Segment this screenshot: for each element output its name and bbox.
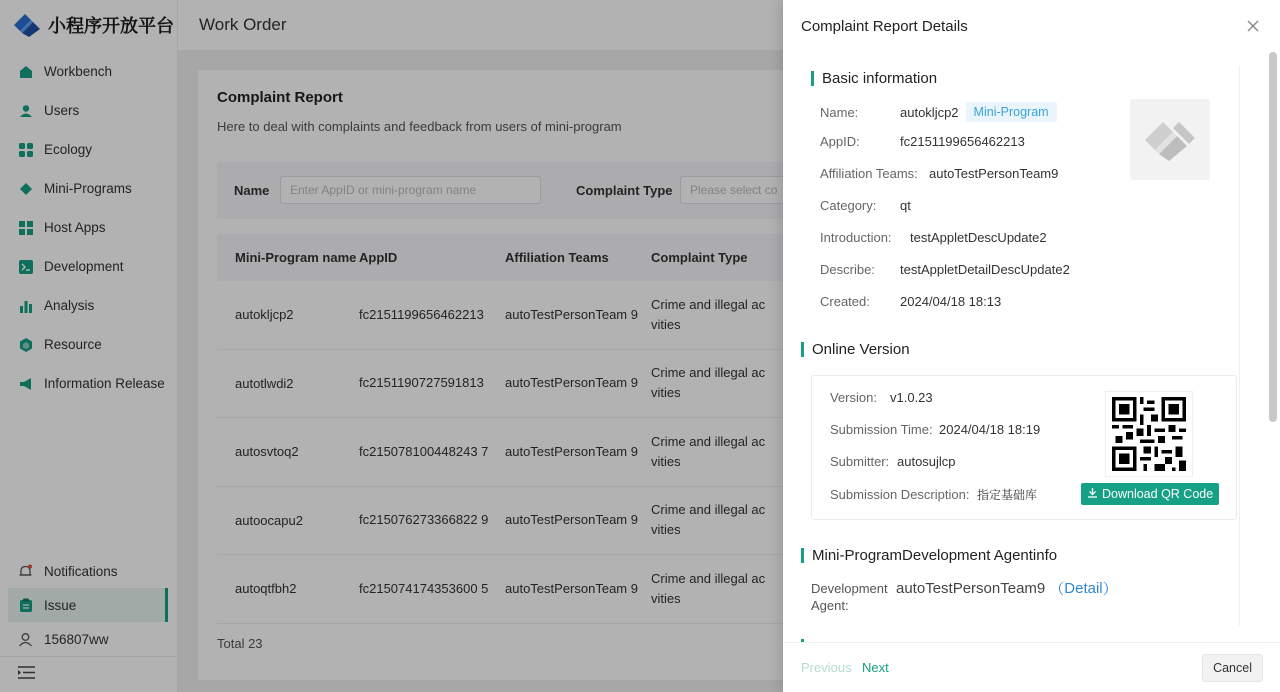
previous-button[interactable]: Previous — [801, 660, 852, 675]
created-key: Created: — [820, 294, 870, 309]
cell-name: autoocapu2 — [235, 512, 303, 528]
sidebar-item-label: Notifications — [44, 563, 118, 579]
cell-appid: fc215074174353600 5 — [359, 580, 489, 596]
sidebar-item-label: Analysis — [44, 298, 95, 313]
cancel-button[interactable]: Cancel — [1202, 654, 1263, 682]
mini-program-tag: Mini-Program — [966, 102, 1057, 122]
app-logo-icon — [1130, 99, 1210, 180]
cell-team: autoTestPersonTeam 9 — [505, 375, 638, 391]
submission-time-value: 2024/04/18 18:19 — [939, 422, 1041, 437]
agent-paren-close: ） — [1102, 581, 1118, 598]
appid-value: fc2151199656462213 — [900, 134, 1025, 149]
cell-type: Crime and illegal ac vities — [651, 502, 766, 538]
agent-info-title — [801, 547, 1057, 564]
name-row — [820, 102, 1057, 122]
team-value: autoTestPersonTeam9 — [929, 166, 1059, 181]
sidebar-item-label: Workbench — [44, 64, 113, 79]
agent-value-row — [896, 578, 1118, 599]
drawer-header — [783, 0, 1280, 52]
name-search-input[interactable]: Enter AppID or mini-program name — [280, 176, 541, 204]
sidebar-item-label: Users — [44, 103, 80, 118]
agent-label-line2: Agent: — [811, 598, 849, 613]
cell-type: Crime and illegal ac vities — [651, 433, 766, 469]
introduction-value: testAppletDescUpdate2 — [910, 230, 1047, 245]
agent-value: autoTestPersonTeam9 — [896, 580, 1046, 597]
submission-description-value: 指定基础库 — [977, 488, 1038, 502]
submitter-key: Submitter: — [830, 454, 890, 469]
version-row — [830, 390, 933, 405]
basic-info-title-text: Basic information — [822, 70, 938, 87]
cell-team: autoTestPersonTeam 9 — [505, 580, 638, 596]
submitter-row — [830, 454, 956, 469]
submitter-value: autosujlcp — [897, 454, 956, 469]
cell-name: autosvtoq2 — [235, 444, 299, 460]
sidebar-item-label: Issue — [44, 597, 77, 613]
agent-detail-link[interactable]: Detail — [1064, 580, 1103, 597]
close-icon[interactable] — [1244, 17, 1262, 35]
cell-name: autoqtfbh2 — [235, 581, 297, 597]
name-filter-label: Name — [234, 183, 270, 198]
describe-value: testAppletDetailDescUpdate2 — [900, 262, 1070, 277]
name-value: autokljcp2 — [900, 104, 959, 120]
drawer-footer — [783, 642, 1280, 692]
created-row — [820, 294, 1001, 309]
agent-info-title-text: Mini-ProgramDevelopment Agentinfo — [812, 547, 1058, 564]
online-version-title-text: Online Version — [812, 341, 910, 358]
team-row — [820, 166, 1058, 181]
name-key: Name: — [820, 104, 859, 120]
cell-type: Crime and illegal ac vities — [651, 570, 766, 606]
column-header: Affiliation Teams — [505, 249, 609, 265]
cell-type: Crime and illegal ac vities — [651, 296, 766, 332]
sidebar-item-label: Information Release — [44, 376, 165, 391]
basic-info-title — [811, 70, 937, 87]
column-header: Complaint Type — [651, 249, 748, 265]
cell-name: autokljcp2 — [235, 307, 294, 323]
sidebar-item-label: Mini-Programs — [44, 181, 132, 196]
cell-appid: fc215078100448243 7 — [359, 443, 489, 459]
cell-appid: fc2151199656462213 — [359, 306, 484, 322]
cell-name: autotlwdi2 — [235, 375, 294, 391]
drawer-body — [783, 52, 1280, 642]
sidebar-item-label: Host Apps — [44, 220, 106, 235]
version-key: Version: — [830, 390, 877, 405]
submission-time-row — [830, 422, 1040, 437]
cell-appid: fc2151190727591813 — [359, 375, 484, 391]
next-button[interactable]: Next — [862, 660, 889, 675]
column-header: Mini-Program name — [235, 250, 357, 265]
version-value: v1.0.23 — [890, 390, 933, 405]
logo-text: 小程序开放平台 — [48, 16, 174, 37]
download-icon — [1087, 487, 1098, 501]
describe-row — [820, 262, 1070, 277]
sidebar-item-label: Ecology — [44, 142, 93, 157]
section-subtitle: Here to deal with complaints and feedback from users of mini-program — [217, 119, 622, 134]
introduction-key: Introduction: — [820, 230, 892, 245]
created-value: 2024/04/18 18:13 — [900, 294, 1002, 309]
cell-type: Crime and illegal ac vities — [651, 365, 766, 401]
category-value: qt — [900, 198, 911, 213]
submission-description-key: Submission Description: — [830, 487, 970, 502]
section-title: Complaint Report — [217, 89, 343, 106]
download-qr-label: Download QR Code — [1102, 487, 1214, 501]
agent-label — [811, 580, 888, 614]
agent-paren-open: （ — [1049, 581, 1065, 598]
appid-key: AppID: — [820, 134, 860, 149]
total-count: Total 23 — [217, 636, 263, 651]
submission-time-key: Submission Time: — [830, 422, 933, 437]
cell-team: autoTestPersonTeam 9 — [505, 443, 638, 459]
sidebar-item-label: Resource — [44, 337, 102, 352]
qr-code-image — [1105, 391, 1193, 477]
category-key: Category: — [820, 198, 877, 213]
column-header: AppID — [359, 249, 398, 265]
sidebar-item-label: 156807ww — [44, 631, 109, 647]
cell-appid: fc215076273366822 9 — [359, 512, 489, 528]
agent-label-line1: Development — [811, 581, 888, 596]
describe-key: Describe: — [820, 262, 875, 277]
page-title: Work Order — [199, 15, 287, 34]
drawer-title: Complaint Report Details — [801, 17, 968, 35]
introduction-row — [820, 230, 1047, 245]
download-qr-button[interactable] — [1081, 483, 1219, 505]
cell-team: autoTestPersonTeam 9 — [505, 306, 638, 322]
team-key: Affiliation Teams: — [820, 166, 918, 181]
submission-description-row — [830, 486, 1037, 503]
sidebar-item-label: Development — [44, 259, 124, 274]
category-row — [820, 198, 911, 213]
cell-team: autoTestPersonTeam 9 — [505, 512, 638, 528]
online-version-title — [801, 341, 910, 358]
complaint-type-select[interactable]: Please select co — [680, 176, 800, 204]
details-drawer — [783, 0, 1280, 692]
complaint-type-label: Complaint Type — [576, 183, 673, 198]
appid-row — [820, 134, 1025, 149]
